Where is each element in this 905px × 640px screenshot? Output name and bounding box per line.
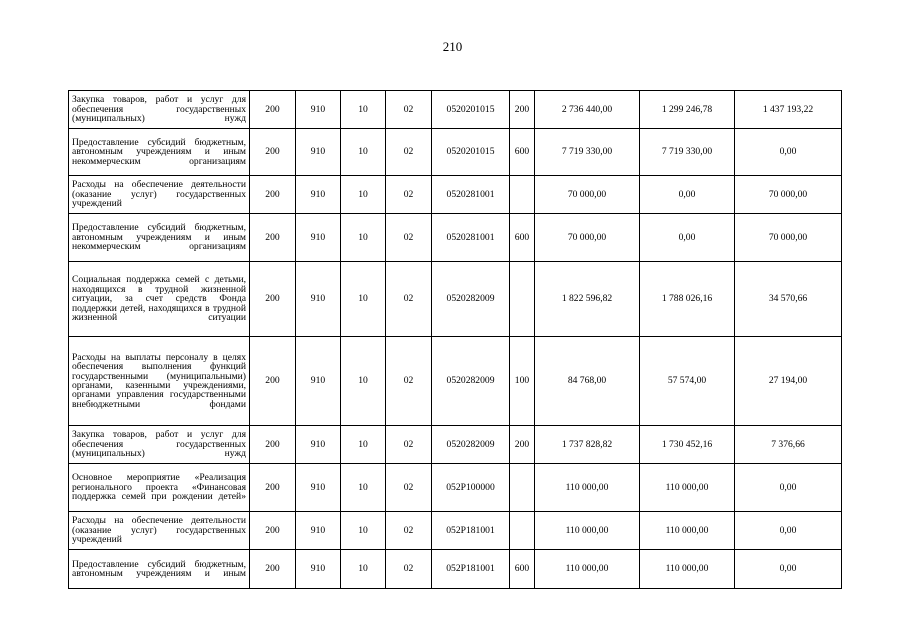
admin-code-cell: 200 [250,262,296,337]
target-code-cell: 0520201015 [432,129,510,176]
remaining-amount-cell: 70 000,00 [735,176,842,214]
remaining-amount-cell: 0,00 [735,129,842,176]
remaining-amount-cell: 7 376,66 [735,426,842,464]
planned-amount-cell: 1 822 596,82 [535,262,640,337]
remaining-amount-cell: 0,00 [735,512,842,550]
admin-code-cell: 200 [250,337,296,426]
planned-amount-cell: 70 000,00 [535,176,640,214]
row-description: Предоставление субсидий бюджетным, автономным учреждениям и иным [69,550,250,589]
ministry-code-cell: 910 [296,262,341,337]
ministry-code-cell: 910 [296,464,341,512]
planned-amount-cell: 110 000,00 [535,464,640,512]
executed-amount-cell: 7 719 330,00 [640,129,735,176]
row-description: Закупка товаров, работ и услуг для обеспечения государственных (муниципальных) нужд [69,426,250,464]
subsection-cell: 02 [386,176,432,214]
remaining-amount-cell: 0,00 [735,464,842,512]
ministry-code-cell: 910 [296,214,341,262]
budget-table [68,90,842,589]
expense-type-cell: 100 [510,337,535,426]
planned-amount-cell: 2 736 440,00 [535,91,640,129]
subsection-cell: 02 [386,214,432,262]
executed-amount-cell: 1 788 026,16 [640,262,735,337]
remaining-amount-cell: 34 570,66 [735,262,842,337]
target-code-cell: 0520281001 [432,176,510,214]
table-row [69,214,842,262]
table-row [69,550,842,589]
table-row [69,262,842,337]
table-row [69,426,842,464]
admin-code-cell: 200 [250,426,296,464]
executed-amount-cell: 110 000,00 [640,464,735,512]
table-row [69,91,842,129]
subsection-cell: 02 [386,129,432,176]
expense-type-cell: 200 [510,426,535,464]
ministry-code-cell: 910 [296,426,341,464]
admin-code-cell: 200 [250,550,296,589]
planned-amount-cell: 7 719 330,00 [535,129,640,176]
subsection-cell: 02 [386,262,432,337]
executed-amount-cell: 1 299 246,78 [640,91,735,129]
executed-amount-cell: 0,00 [640,176,735,214]
ministry-code-cell: 910 [296,512,341,550]
admin-code-cell: 200 [250,464,296,512]
ministry-code-cell: 910 [296,176,341,214]
row-description: Расходы на выплаты персоналу в целях обеспечения выполнения функций государственными (муниципальными) органами, казенными учреждениями, органами управления государственными внебюджетными фондами [69,337,250,426]
target-code-cell: 0520282009 [432,426,510,464]
row-description: Социальная поддержка семей с детьми, находящихся в трудной жизненной ситуации, за счет средств Фонда поддержки детей, находящихся в трудной жизненной ситуации [69,262,250,337]
executed-amount-cell: 110 000,00 [640,512,735,550]
subsection-cell: 02 [386,464,432,512]
subsection-cell: 02 [386,512,432,550]
expense-type-cell: 600 [510,550,535,589]
remaining-amount-cell: 27 194,00 [735,337,842,426]
row-description: Закупка товаров, работ и услуг для обеспечения государственных (муниципальных) нужд [69,91,250,129]
section-cell: 10 [341,214,386,262]
admin-code-cell: 200 [250,512,296,550]
remaining-amount-cell: 0,00 [735,550,842,589]
admin-code-cell: 200 [250,214,296,262]
expense-type-cell [510,176,535,214]
target-code-cell: 0520201015 [432,91,510,129]
executed-amount-cell: 110 000,00 [640,550,735,589]
ministry-code-cell: 910 [296,91,341,129]
expense-type-cell: 600 [510,129,535,176]
table-row [69,512,842,550]
target-code-cell: 0520282009 [432,262,510,337]
admin-code-cell: 200 [250,129,296,176]
table-row [69,337,842,426]
executed-amount-cell: 57 574,00 [640,337,735,426]
target-code-cell: 0520282009 [432,337,510,426]
subsection-cell: 02 [386,426,432,464]
table-row [69,129,842,176]
remaining-amount-cell: 70 000,00 [735,214,842,262]
row-description: Расходы на обеспечение деятельности (оказание услуг) государственных учреждений [69,176,250,214]
row-description: Предоставление субсидий бюджетным, автономным учреждениям и иным некоммерческим организациям [69,129,250,176]
expense-type-cell: 200 [510,91,535,129]
subsection-cell: 02 [386,550,432,589]
executed-amount-cell: 1 730 452,16 [640,426,735,464]
target-code-cell: 052P181001 [432,512,510,550]
section-cell: 10 [341,512,386,550]
executed-amount-cell: 0,00 [640,214,735,262]
section-cell: 10 [341,464,386,512]
subsection-cell: 02 [386,91,432,129]
planned-amount-cell: 110 000,00 [535,512,640,550]
page-number: 210 [442,39,463,54]
ministry-code-cell: 910 [296,550,341,589]
ministry-code-cell: 910 [296,337,341,426]
expense-type-cell [510,262,535,337]
planned-amount-cell: 70 000,00 [535,214,640,262]
section-cell: 10 [341,426,386,464]
section-cell: 10 [341,550,386,589]
expense-type-cell: 600 [510,214,535,262]
section-cell: 10 [341,91,386,129]
target-code-cell: 052P181001 [432,550,510,589]
section-cell: 10 [341,129,386,176]
ministry-code-cell: 910 [296,129,341,176]
section-cell: 10 [341,337,386,426]
planned-amount-cell: 1 737 828,82 [535,426,640,464]
section-cell: 10 [341,176,386,214]
row-description: Основное мероприятие «Реализация регионального проекта «Финансовая поддержка семей при рождении детей» [69,464,250,512]
expense-type-cell [510,512,535,550]
admin-code-cell: 200 [250,91,296,129]
section-cell: 10 [341,262,386,337]
row-description: Предоставление субсидий бюджетным, автономным учреждениям и иным некоммерческим организациям [69,214,250,262]
table-row [69,176,842,214]
table-body [69,91,842,589]
row-description: Расходы на обеспечение деятельности (оказание услуг) государственных учреждений [69,512,250,550]
target-code-cell: 052P100000 [432,464,510,512]
remaining-amount-cell: 1 437 193,22 [735,91,842,129]
target-code-cell: 0520281001 [432,214,510,262]
planned-amount-cell: 84 768,00 [535,337,640,426]
admin-code-cell: 200 [250,176,296,214]
subsection-cell: 02 [386,337,432,426]
table-row [69,464,842,512]
expense-type-cell [510,464,535,512]
planned-amount-cell: 110 000,00 [535,550,640,589]
